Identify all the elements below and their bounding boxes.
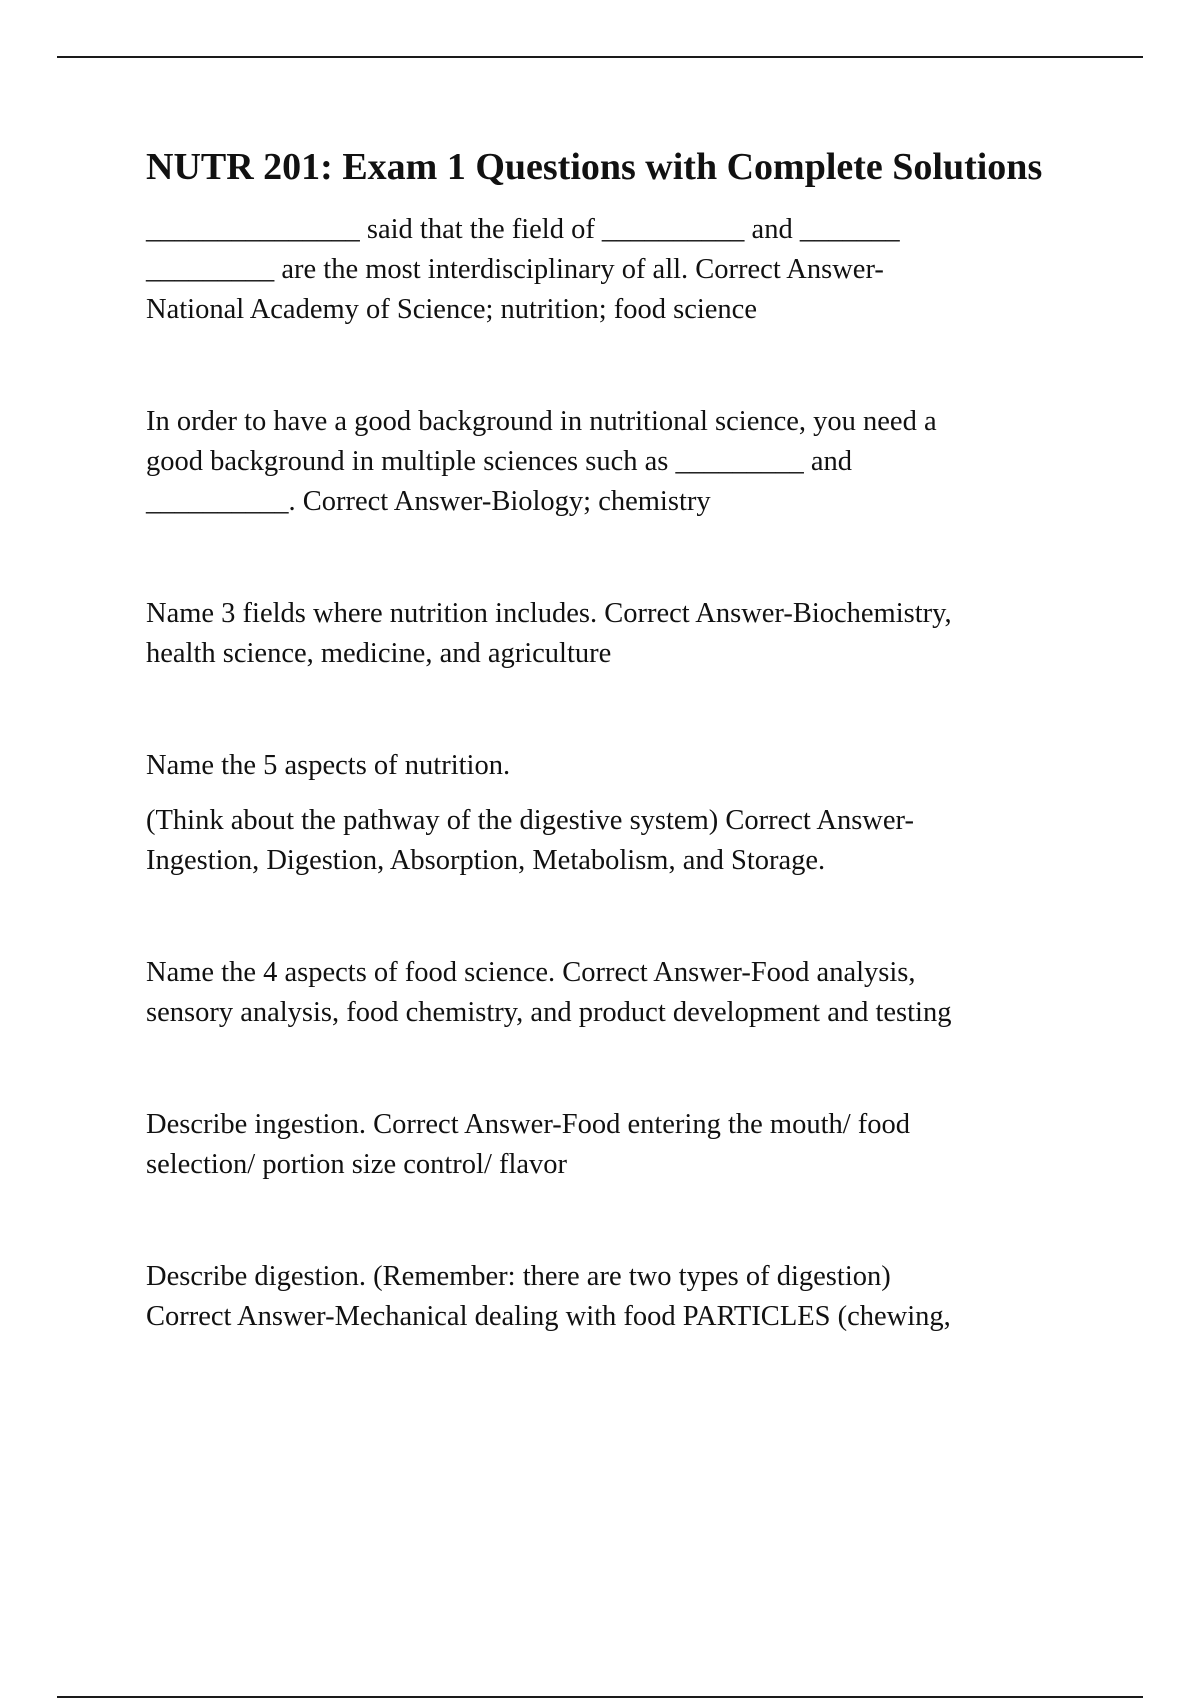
document-title: NUTR 201: Exam 1 Questions with Complete Solutions — [146, 146, 1043, 188]
top-divider — [57, 56, 1143, 58]
qa-item-1: _______________ said that the field of __________ and _______ _________ are the most interdisciplinary of all. Correct Answer- National Academy of Science; nutrition; food science — [146, 214, 900, 325]
qa-item-4-question: Name the 5 aspects of nutrition. — [146, 750, 511, 781]
qa-item-3: Name 3 fields where nutrition includes. Correct Answer-Biochemistry, health science, medicine, and agriculture — [146, 598, 952, 669]
bottom-divider — [57, 1696, 1143, 1698]
qa-item-4-answer: (Think about the pathway of the digestive system) Correct Answer- Ingestion, Digestion, Absorption, Metabolism, and Storage. — [146, 805, 914, 876]
qa-item-6: Describe ingestion. Correct Answer-Food entering the mouth/ food selection/ portion size control/ flavor — [146, 1109, 911, 1180]
qa-item-7: Describe digestion. (Remember: there are two types of digestion) Correct Answer-Mechanical dealing with food PARTICLES (chewing, — [146, 1261, 951, 1332]
qa-item-2: In order to have a good background in nutritional science, you need a good background in multiple sciences such as _________ and __________. Correct Answer-Biology; chemistry — [146, 406, 937, 517]
document-body — [146, 142, 1076, 1337]
qa-item-5: Name the 4 aspects of food science. Correct Answer-Food analysis, sensory analysis, food chemistry, and product development and testing — [146, 957, 952, 1028]
